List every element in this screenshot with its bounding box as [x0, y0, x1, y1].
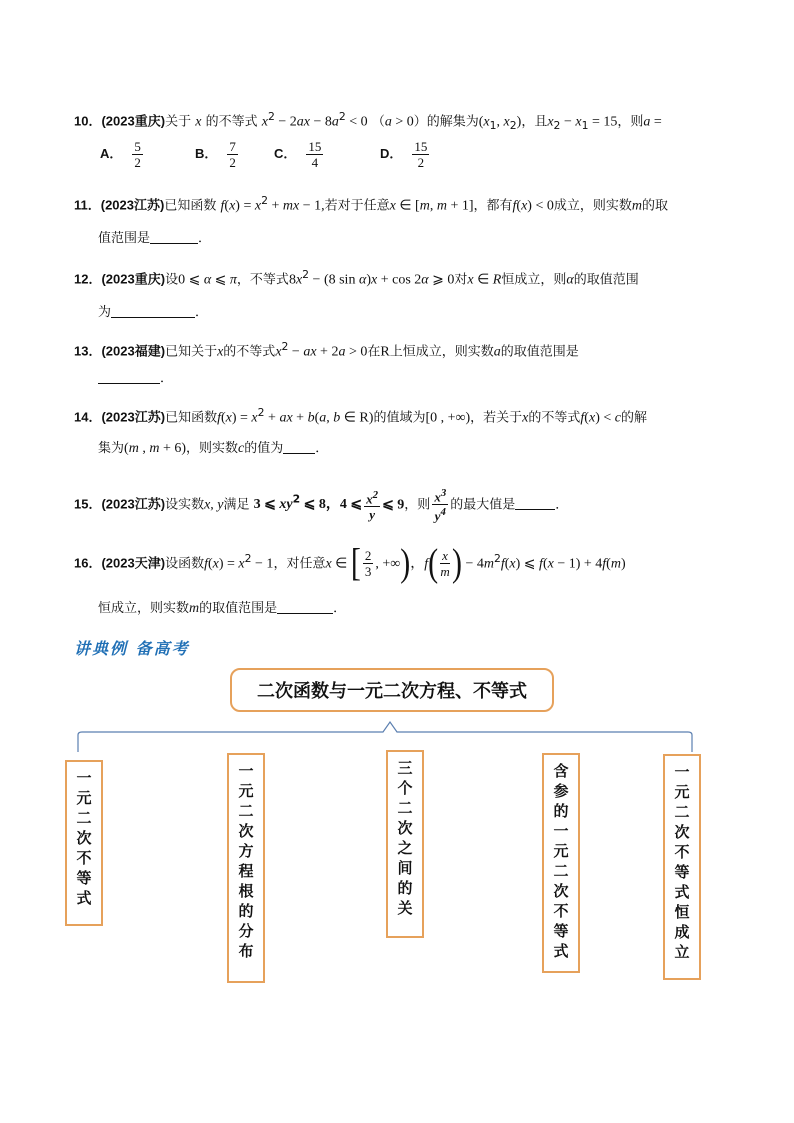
- question-15: 15．(2023江苏)设实数x, y满足 3 ⩽ $xy^2$ ⩽ 8，4 ⩽ $\frac{x^2}{y}$ ⩽ 9，则 $\frac{x^3}{y^4}$ 的最大值是 ．: [74, 487, 569, 524]
- question-source: (2023重庆): [101, 113, 166, 129]
- question-14: 14．(2023江苏)已知函数$f(x) = x^2$ + ax + b(a, b ∈ R)的值域为[0 , +∞)，若关于x的不等式f(x) < c的解: [74, 406, 647, 426]
- text: ，都有: [473, 198, 513, 214]
- question-source: (2023重庆): [101, 271, 166, 287]
- text: 已知函数: [164, 198, 217, 214]
- branch-box-1: [65, 760, 103, 926]
- branch-box-3: [386, 750, 424, 938]
- text: 恒成立，则实数: [98, 601, 190, 616]
- question-14-line2: 集为(m , m + 6)，则实数c的值为 ．: [98, 441, 329, 456]
- question-16: 16．(2023天津)设函数$f(x) = x^2 - 1$，对任意x ∈ [ $\frac{2}{3}$ , +∞)，f( $\frac{x}{m}$ ) − $4m^2f(x)$ ⩽ f(x − 1) + 4f(m): [74, 542, 626, 586]
- question-number: 13．: [74, 343, 102, 359]
- text: 已知函数: [165, 410, 218, 426]
- text: 设函数: [165, 556, 205, 572]
- text: 的不等式: [528, 410, 581, 426]
- denominator: 2: [417, 155, 425, 170]
- question-16-line2: 恒成立，则实数m的取值范围是 ．: [98, 601, 347, 616]
- question-11-line2: 值范围是 ．: [98, 231, 212, 246]
- text: 设: [165, 272, 179, 288]
- question-number: 15．: [74, 496, 102, 512]
- question-10: 10．(2023重庆)关于 x 的不等式 $x^2 - 2ax - 8a^2 < 0$ （a > 0）的解集为($x_1$, $x_2$)，且$x_2 - x_1 = 15$，则a =: [74, 110, 662, 132]
- question-source: (2023江苏): [101, 496, 166, 512]
- branch-box-2: [227, 753, 265, 983]
- denominator: 2: [134, 155, 141, 170]
- text: 上恒成立，则实数: [389, 344, 494, 360]
- question-12: 12．(2023重庆)设0 ⩽ α ⩽ π，不等式$8x^2 - (8$ sin α)x + cos 2α ⩾ 0对x ∈ R恒成立，则α的取值范围: [74, 268, 639, 288]
- text: ，且: [521, 114, 548, 130]
- mindmap-root: 二次函数与一元二次方程、不等式: [230, 668, 554, 712]
- question-number: 12．: [74, 271, 102, 287]
- text: 的不等式: [205, 114, 258, 130]
- question-13-line2: ．: [98, 368, 748, 390]
- text: 设实数: [165, 497, 205, 513]
- text: 的取值范围是: [199, 601, 278, 616]
- text: （: [371, 114, 385, 130]
- text: ，不等式: [236, 272, 289, 288]
- question-source: (2023福建): [101, 343, 166, 359]
- text: 的不等式: [223, 344, 276, 360]
- text: 已知关于: [165, 344, 218, 360]
- branch-label: 三个二次之间的关: [397, 759, 413, 917]
- branch-box-5: [663, 754, 701, 980]
- text: ，则实数: [186, 441, 239, 456]
- option-label: D．: [380, 146, 403, 161]
- question-number: 16．: [74, 555, 102, 571]
- branch-label: 一元二次不等式恒成立: [674, 763, 690, 961]
- question-number: 14．: [74, 409, 102, 425]
- text: ，则: [617, 114, 644, 130]
- text: 成立，则实数: [553, 198, 632, 214]
- text: ）的解集为: [413, 114, 479, 130]
- numerator: 7: [229, 139, 236, 154]
- question-11: 11．(2023江苏)已知函数 $f(x) = x^2$ + mx − 1,若对于任意x ∈ [m, m + 1]，都有f(x) < 0成立，则实数m的取: [74, 194, 669, 214]
- text: 恒成立，则: [501, 272, 567, 288]
- question-12-line2: 为 ．: [98, 305, 209, 320]
- question-number: 10．: [74, 113, 102, 129]
- numerator: 5: [134, 139, 141, 154]
- text: 的值为: [244, 441, 284, 456]
- text: 满足: [223, 497, 250, 513]
- text: 的解: [620, 410, 647, 426]
- question-source: (2023江苏): [101, 409, 166, 425]
- denominator: 4: [311, 155, 319, 170]
- branch-label: 一元二次方程根的分布: [238, 762, 254, 960]
- question-source: (2023江苏): [100, 197, 165, 213]
- section-title: 讲典例 备高考: [74, 639, 190, 658]
- numerator: 15: [308, 139, 322, 154]
- branch-label: 一元二次不等式: [76, 769, 92, 907]
- question-13: 13．(2023福建)已知关于x的不等式$x^2$ − ax + 2a > 0在R上恒成立，则实数a的取值范围是: [74, 340, 579, 360]
- denominator: 2: [229, 155, 236, 170]
- option-label: C．: [274, 146, 297, 161]
- option-label: B．: [195, 146, 218, 161]
- branch-label: 含参的一元二次不等式: [553, 762, 569, 960]
- text: 为: [98, 305, 112, 320]
- text: 在: [367, 344, 381, 360]
- option-label: A．: [100, 146, 123, 161]
- text: ，对任意: [273, 556, 326, 572]
- numerator: 15: [414, 139, 428, 154]
- text: 值范围是: [98, 231, 151, 246]
- question-number: 11．: [74, 197, 101, 213]
- text: 若对于任意: [324, 198, 390, 214]
- text: 的取值范围: [573, 272, 639, 288]
- text: 的最大值是: [450, 497, 516, 513]
- text: 的取: [642, 198, 669, 214]
- text: ，若关于: [470, 410, 523, 426]
- question-source: (2023天津): [101, 555, 166, 571]
- text: 的取值范围是: [500, 344, 579, 360]
- text: 对: [454, 272, 468, 288]
- text: 集为: [98, 441, 125, 456]
- text: 关于: [165, 114, 192, 130]
- branch-box-4: [542, 753, 580, 973]
- text: ，则: [404, 497, 431, 513]
- text: 的值域为: [373, 410, 426, 426]
